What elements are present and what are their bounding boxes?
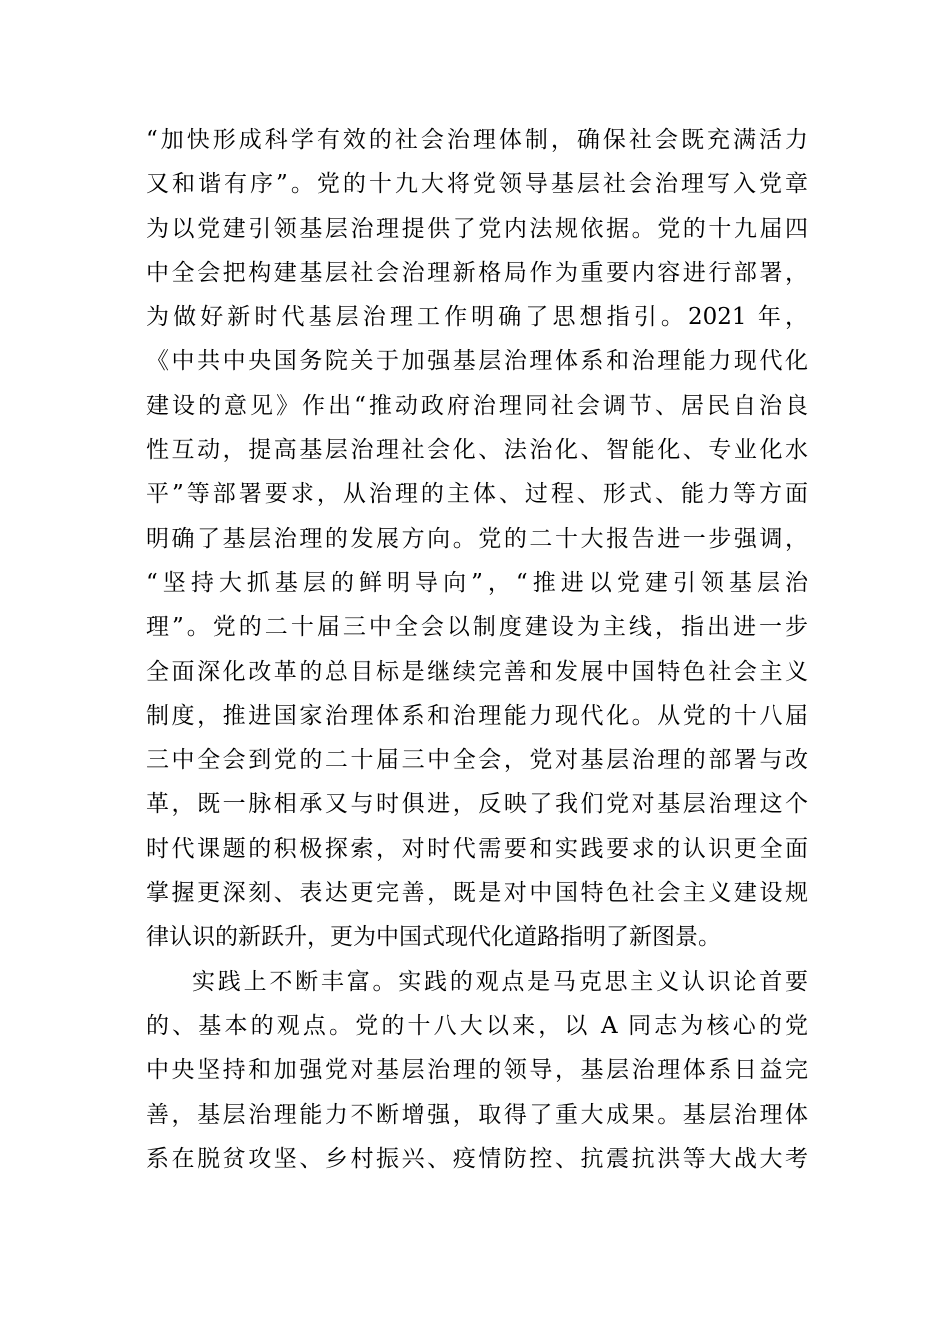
text-line: 建设的意见》作出“推动政府治理同社会调节、居民自治良 <box>146 392 808 419</box>
body-text <box>146 118 808 1181</box>
text-line: 掌握更深刻、表达更完善，既是对中国特色社会主义建设规 <box>146 880 808 907</box>
text-line: 中央坚持和加强党对基层治理的领导，基层治理体系日益完 <box>146 1057 808 1084</box>
text-line: 律认识的新跃升，更为中国式现代化道路指明了新图景。 <box>146 924 721 951</box>
text-line: 中全会把构建基层社会治理新格局作为重要内容进行部署， <box>146 259 808 286</box>
text-line: 性互动，提高基层治理社会化、法治化、智能化、专业化水 <box>146 437 808 464</box>
text-line: 时代课题的积极探索，对时代需要和实践要求的认识更全面 <box>146 835 808 862</box>
text-line: 平”等部署要求，从治理的主体、过程、形式、能力等方面 <box>146 481 808 508</box>
text-line: 又和谐有序”。党的十九大将党领导基层社会治理写入党章 <box>146 171 808 198</box>
text-line: 的、基本的观点。党的十八大以来，以 A 同志为核心的党 <box>146 1012 808 1039</box>
text-line: 为做好新时代基层治理工作明确了思想指引。2021 年， <box>146 304 808 331</box>
text-line: 明确了基层治理的发展方向。党的二十大报告进一步强调， <box>146 525 808 552</box>
text-line: 三中全会到党的二十届三中全会，党对基层治理的部署与改 <box>146 747 808 774</box>
text-line: 全面深化改革的总目标是继续完善和发展中国特色社会主义 <box>146 658 808 685</box>
text-line: “加快形成科学有效的社会治理体制，确保社会既充满活力 <box>146 127 808 153</box>
text-line: 系在脱贫攻坚、乡村振兴、疫情防控、抗震抗洪等大战大考 <box>146 1145 808 1172</box>
text-line: “坚持大抓基层的鲜明导向”，“推进以党建引领基层治 <box>146 569 808 596</box>
text-line: 《中共中央国务院关于加强基层治理体系和治理能力现代化 <box>146 348 808 375</box>
text-line: 善，基层治理能力不断增强，取得了重大成果。基层治理体 <box>146 1101 808 1128</box>
paragraph-start-line: 实践上不断丰富。实践的观点是马克思主义认识论首要 <box>192 968 808 995</box>
text-line: 为以党建引领基层治理提供了党内法规依据。党的十九届四 <box>146 215 808 242</box>
text-line: 制度，推进国家治理体系和治理能力现代化。从党的十八届 <box>146 702 808 729</box>
text-line: 革，既一脉相承又与时俱进，反映了我们党对基层治理这个 <box>146 791 808 818</box>
text-line: 理”。党的二十届三中全会以制度建设为主线，指出进一步 <box>146 614 808 641</box>
